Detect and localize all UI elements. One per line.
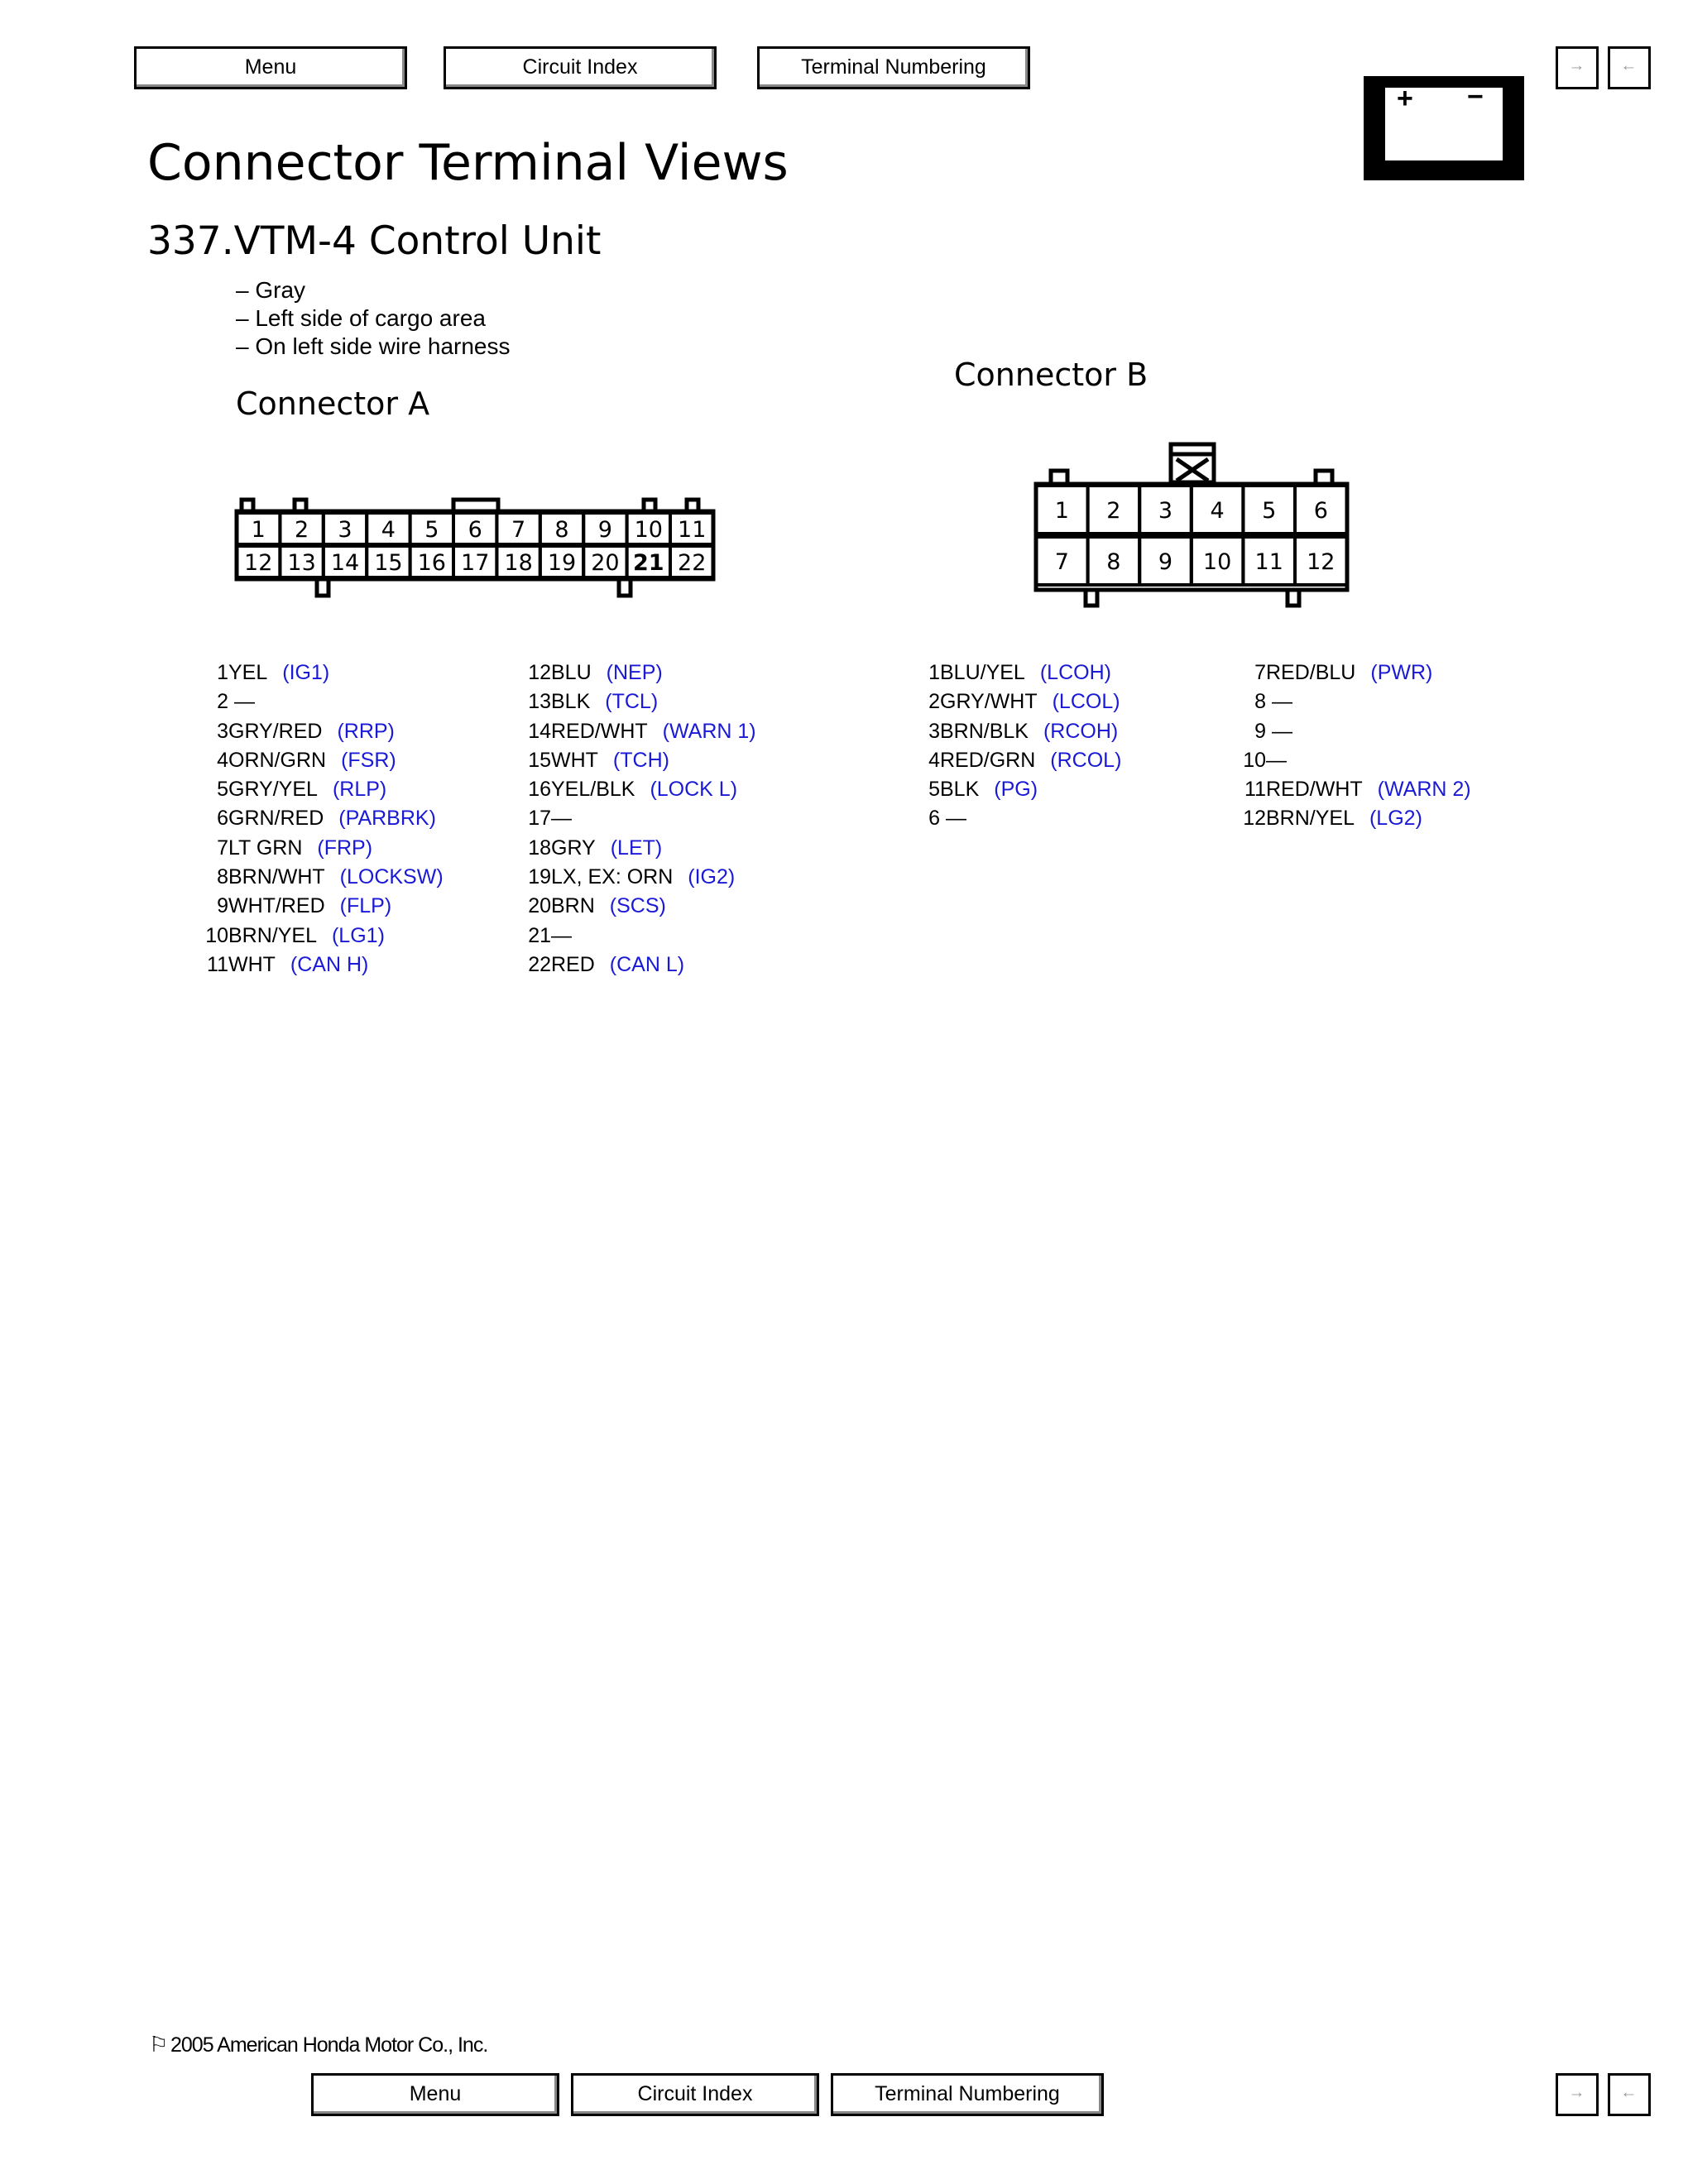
terminal-number: 5 — [1262, 498, 1277, 524]
pin-number: 16 — [528, 778, 551, 802]
pin-entry — [190, 922, 444, 951]
pin-entry — [1241, 717, 1471, 746]
pin-entry — [1241, 659, 1471, 687]
pin-entry — [1241, 746, 1471, 775]
arrow-down-icon: ↓ — [1620, 2091, 1638, 2099]
wire-color: BRN — [551, 894, 595, 918]
pin-entry — [526, 922, 756, 951]
connector-b-diagram — [1026, 434, 1357, 616]
battery-minus: − — [1467, 81, 1484, 113]
pin-entry — [190, 892, 444, 921]
pin-number: 9 — [217, 894, 228, 918]
wire-color: BLU/YEL — [940, 661, 1025, 684]
circuit-index-button-bottom[interactable]: Circuit Index — [571, 2073, 819, 2116]
terminal-number: 8 — [554, 517, 569, 543]
terminal-numbering-button-bottom[interactable]: Terminal Numbering — [831, 2073, 1104, 2116]
menu-button-top[interactable]: Menu — [134, 46, 407, 89]
pin-entry — [190, 659, 444, 687]
pin-entry — [526, 834, 756, 863]
terminal-number: 12 — [244, 550, 273, 576]
pin-number: 13 — [528, 690, 551, 714]
pin-number: 6 — [928, 807, 940, 831]
terminal-number: 3 — [338, 517, 352, 543]
pin-entry — [190, 863, 444, 892]
pin-number: 7 — [1254, 661, 1266, 684]
pin-entry — [526, 746, 756, 775]
pin-entry — [526, 659, 756, 687]
pin-number: 1 — [928, 661, 940, 684]
terminal-number: 20 — [591, 550, 620, 576]
signal-name: (RRP) — [337, 719, 395, 743]
pin-number: 20 — [528, 894, 551, 918]
pin-number: 5 — [217, 778, 228, 802]
pin-entry — [927, 659, 1121, 687]
wire-color: ORN/GRN — [228, 748, 327, 772]
signal-name: (WARN 1) — [662, 719, 756, 743]
pin-entry — [526, 717, 756, 746]
connector-b-pins-col1 — [927, 659, 1121, 834]
pin-entry — [190, 951, 444, 979]
honda-logo-icon: ⚐ — [149, 2032, 168, 2057]
pin-entry — [190, 775, 444, 804]
terminal-numbering-button-top[interactable]: Terminal Numbering — [757, 46, 1030, 89]
wire-color: — — [228, 690, 255, 714]
wire-color: — — [1266, 748, 1287, 772]
arrow-down-icon: ↓ — [1620, 64, 1638, 72]
signal-name: (RCOL) — [1050, 748, 1122, 772]
terminal-number: 11 — [1254, 549, 1283, 575]
description-line: – On left side wire harness — [236, 333, 511, 359]
pin-entry — [190, 687, 444, 716]
circuit-index-button-top[interactable]: Circuit Index — [444, 46, 717, 89]
pin-entry — [526, 687, 756, 716]
wire-color: LT GRN — [228, 836, 303, 860]
pin-entry — [526, 775, 756, 804]
pin-number: 12 — [528, 661, 551, 684]
connector-b-pins-col2 — [1241, 659, 1471, 834]
signal-name: (PG) — [994, 778, 1038, 802]
pin-number: 10 — [205, 923, 228, 947]
battery-icon — [1364, 76, 1524, 180]
terminal-number: 18 — [504, 550, 533, 576]
pin-number: 2 — [928, 690, 940, 714]
next-page-button-top[interactable] — [1608, 46, 1651, 89]
signal-name: (LCOL) — [1052, 690, 1120, 714]
terminal-number: 3 — [1158, 498, 1173, 524]
wire-color: GRY/WHT — [940, 690, 1038, 714]
wire-color: WHT/RED — [228, 894, 325, 918]
signal-name: (RLP) — [332, 778, 387, 802]
battery-plus: + — [1397, 83, 1413, 114]
wire-color: BRN/WHT — [228, 865, 325, 889]
signal-name: (TCH) — [612, 748, 669, 772]
signal-name: (FRP) — [317, 836, 373, 860]
signal-name: (RCOH) — [1043, 719, 1119, 743]
terminal-number: 6 — [1313, 498, 1328, 524]
pin-number: 18 — [528, 836, 551, 860]
arrow-up-icon: ↑ — [1568, 2091, 1586, 2099]
pin-number: 5 — [928, 778, 940, 802]
terminal-number: 12 — [1307, 549, 1336, 575]
terminal-number: 5 — [424, 517, 439, 543]
pin-number: 8 — [1254, 690, 1266, 714]
terminal-number: 8 — [1106, 549, 1121, 575]
pin-number: 12 — [1243, 807, 1266, 831]
pin-number: 8 — [217, 865, 228, 889]
pin-entry — [526, 951, 756, 979]
wire-color: — — [551, 807, 572, 831]
wire-color: — — [940, 807, 966, 831]
signal-name: (CAN H) — [290, 952, 369, 976]
connector-a-title: Connector A — [236, 386, 430, 422]
signal-name: (IG2) — [688, 865, 736, 889]
pin-entry — [190, 804, 444, 833]
signal-name: (CAN L) — [609, 952, 685, 976]
connector-a-pins-col2 — [526, 659, 756, 979]
signal-name: (WARN 2) — [1377, 778, 1471, 802]
pin-number: 6 — [217, 807, 228, 831]
pin-number: 21 — [528, 923, 551, 947]
wire-color: GRN/RED — [228, 807, 324, 831]
signal-name: (SCS) — [609, 894, 666, 918]
wire-color: GRY/YEL — [228, 778, 318, 802]
terminal-number: 10 — [1202, 549, 1232, 575]
wire-color: RED/GRN — [940, 748, 1036, 772]
wire-color: BRN/YEL — [1266, 807, 1355, 831]
signal-name: (LG1) — [331, 923, 385, 947]
wire-color: WHT — [551, 748, 598, 772]
pin-number: 14 — [528, 719, 551, 743]
wire-color: BLK — [551, 690, 591, 714]
page-title: Connector Terminal Views — [147, 134, 789, 192]
wire-color: BLK — [940, 778, 980, 802]
component-title: 337.VTM-4 Control Unit — [147, 218, 602, 264]
pin-number: 11 — [1244, 778, 1266, 802]
description-line: – Gray — [236, 277, 306, 303]
wire-color: WHT — [228, 952, 276, 976]
wire-color: RED/WHT — [1266, 778, 1363, 802]
signal-name: (PARBRK) — [338, 807, 436, 831]
pin-number: 3 — [928, 719, 940, 743]
wire-color: RED/BLU — [1266, 661, 1356, 684]
wire-color: — — [1266, 690, 1292, 714]
terminal-number: 22 — [678, 550, 707, 576]
terminal-number: 19 — [547, 550, 577, 576]
terminal-number: 13 — [287, 550, 316, 576]
wire-color: GRY/RED — [228, 719, 323, 743]
pin-number: 2 — [217, 690, 228, 714]
pin-number: 3 — [217, 719, 228, 743]
pin-entry — [1241, 804, 1471, 833]
signal-name: (IG1) — [282, 661, 330, 684]
terminal-number: 7 — [1054, 549, 1069, 575]
pin-number: 10 — [1243, 748, 1266, 772]
pin-number: 22 — [528, 952, 551, 976]
copyright — [149, 2032, 487, 2057]
signal-name: (FSR) — [341, 748, 396, 772]
pin-number: 4 — [928, 748, 940, 772]
pin-entry — [927, 687, 1121, 716]
connector-b-title: Connector B — [954, 357, 1149, 393]
terminal-number: 15 — [374, 550, 403, 576]
wire-color: BRN/BLK — [940, 719, 1029, 743]
terminal-number: 1 — [1054, 498, 1069, 524]
description-line: – Left side of cargo area — [236, 305, 486, 331]
pin-entry — [1241, 775, 1471, 804]
connector-a-pins-col1 — [190, 659, 444, 979]
pin-entry — [927, 775, 1121, 804]
pin-entry — [526, 863, 756, 892]
pin-entry — [927, 717, 1121, 746]
terminal-number: 4 — [1210, 498, 1225, 524]
terminal-number: 11 — [678, 517, 707, 543]
pin-number: 17 — [528, 807, 551, 831]
terminal-number: 1 — [251, 517, 266, 543]
terminal-number: 6 — [468, 517, 482, 543]
terminal-number: 2 — [295, 517, 309, 543]
pin-number: 15 — [528, 748, 551, 772]
terminal-number: 9 — [597, 517, 612, 543]
pin-entry — [190, 717, 444, 746]
wire-color: GRY — [551, 836, 596, 860]
signal-name: (LET) — [610, 836, 663, 860]
pin-entry — [526, 892, 756, 921]
terminal-number: 17 — [461, 550, 490, 576]
copyright-text: 2005 American Honda Motor Co., Inc. — [170, 2033, 488, 2057]
wire-color: YEL — [228, 661, 268, 684]
signal-name: (LG2) — [1369, 807, 1422, 831]
terminal-number: 10 — [634, 517, 663, 543]
wire-color: — — [1266, 719, 1292, 743]
terminal-number: 2 — [1106, 498, 1121, 524]
wire-color: YEL/BLK — [551, 778, 635, 802]
prev-page-button-bottom[interactable] — [1556, 2073, 1599, 2116]
pin-number: 4 — [217, 748, 228, 772]
wire-color: — — [551, 923, 572, 947]
prev-page-button-top[interactable] — [1556, 46, 1599, 89]
signal-name: (LOCKSW) — [339, 865, 444, 889]
terminal-number: 21 — [633, 550, 664, 576]
arrow-up-icon: ↑ — [1568, 64, 1586, 72]
component-description — [236, 276, 511, 361]
pin-number: 19 — [528, 865, 551, 889]
terminal-number: 9 — [1158, 549, 1173, 575]
pin-entry — [927, 804, 1121, 833]
pin-entry — [927, 746, 1121, 775]
wire-color: RED/WHT — [551, 719, 648, 743]
pin-number: 1 — [217, 661, 228, 684]
pin-entry — [190, 834, 444, 863]
signal-name: (NEP) — [606, 661, 663, 684]
signal-name: (LOCK L) — [650, 778, 738, 802]
wire-color: BRN/YEL — [228, 923, 317, 947]
pin-entry — [190, 746, 444, 775]
signal-name: (FLP) — [339, 894, 392, 918]
terminal-number: 4 — [381, 517, 396, 543]
pin-entry — [526, 804, 756, 833]
menu-button-bottom[interactable]: Menu — [311, 2073, 559, 2116]
wire-color: BLU — [551, 661, 592, 684]
terminal-number: 16 — [417, 550, 446, 576]
pin-entry — [1241, 687, 1471, 716]
wire-color: LX, EX: ORN — [551, 865, 674, 889]
signal-name: (TCL) — [605, 690, 659, 714]
pin-number: 9 — [1254, 719, 1266, 743]
signal-name: (LCOH) — [1039, 661, 1111, 684]
connector-a-diagram — [223, 488, 728, 604]
signal-name: (PWR) — [1370, 661, 1433, 684]
terminal-number: 7 — [511, 517, 526, 543]
pin-number: 11 — [207, 952, 228, 976]
wire-color: RED — [551, 952, 595, 976]
pin-number: 7 — [217, 836, 228, 860]
terminal-number: 14 — [330, 550, 360, 576]
next-page-button-bottom[interactable] — [1608, 2073, 1651, 2116]
